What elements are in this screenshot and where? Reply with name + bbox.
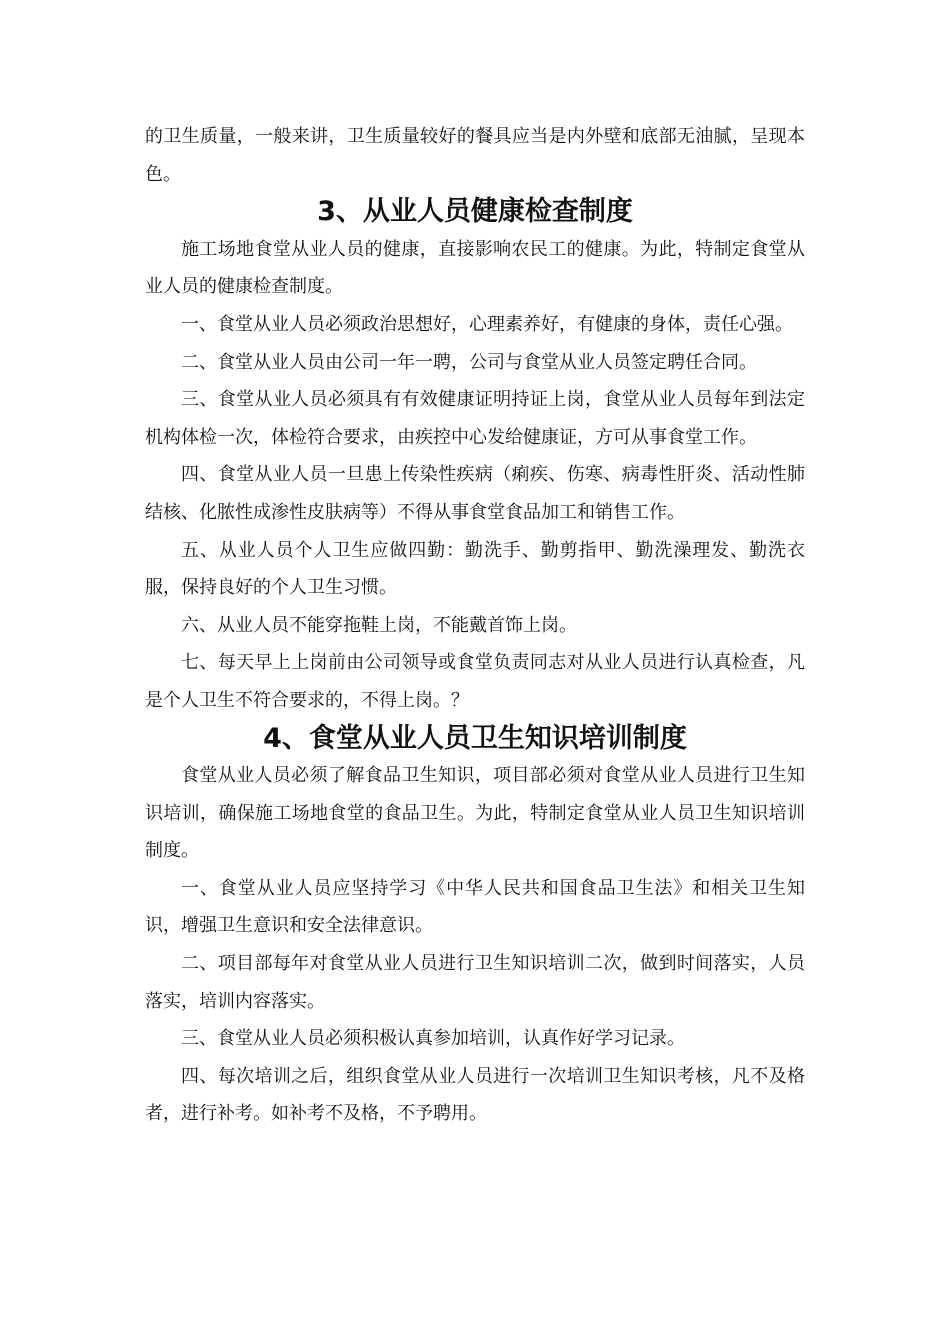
section-4-paragraph: 二、项目部每年对食堂从业人员进行卫生知识培训二次，做到时间落实，人员落实，培训内容落实。: [145, 953, 805, 1012]
section-3-paragraph: 四、食堂从业人员一旦患上传染性疾病（痢疾、伤寒、病毒性肝炎、活动性肺结核、化脓性成渗性皮肤病等）不得从事食堂食品加工和销售工作。: [145, 464, 805, 523]
section-3-paragraph: 五、从业人员个人卫生应做四勤：勤洗手、勤剪指甲、勤洗澡理发、勤洗衣服，保持良好的个人卫生习惯。: [145, 539, 805, 599]
continuation-paragraph: 的卫生质量，一般来讲，卫生质量较好的餐具应当是内外壁和底部无油腻，呈现本色。: [145, 126, 805, 185]
section-4-paragraph: 一、食堂从业人员应坚持学习《中华人民共和国食品卫生法》和相关卫生知识，增强卫生意识和安全法律意识。: [145, 877, 805, 937]
section-3-paragraph: 六、从业人员不能穿拖鞋上岗，不能戴首饰上岗。: [181, 614, 577, 636]
section-3-paragraph: 七、每天早上上岗前由公司领导或食堂负责同志对从业人员进行认真检查，凡是个人卫生不符合要求的，不得上岗。？: [145, 652, 805, 711]
section-3-paragraph: 一、食堂从业人员必须政治思想好，心理素养好，有健康的身体，责任心强。: [181, 313, 793, 335]
section-3-paragraph: 施工场地食堂从业人员的健康，直接影响农民工的健康。为此，特制定食堂从业人员的健康检查制度。: [145, 238, 805, 298]
section-4-heading: 4、食堂从业人员卫生知识培训制度: [263, 722, 687, 754]
section-3-paragraph: 三、食堂从业人员必须具有有效健康证明持证上岗，食堂从业人员每年到法定机构体检一次，体检符合要求，由疾控中心发给健康证，方可从事食堂工作。: [145, 389, 805, 448]
section-3-heading: 3、从业人员健康检查制度: [317, 196, 633, 228]
document-page: [145, 118, 805, 1133]
section-4-paragraph: 三、食堂从业人员必须积极认真参加培训，认真作好学习记录。: [181, 1028, 685, 1050]
section-4-paragraph: 食堂从业人员必须了解食品卫生知识，项目部必须对食堂从业人员进行卫生知识培训，确保施工场地食堂的食品卫生。为此，特制定食堂从业人员卫生知识培训制度。: [145, 765, 805, 862]
section-3-paragraph: 二、食堂从业人员由公司一年一聘，公司与食堂从业人员签定聘任合同。: [181, 351, 757, 373]
section-4-paragraph: 四、每次培训之后，组织食堂从业人员进行一次培训卫生知识考核，凡不及格者，进行补考。如补考不及格，不予聘用。: [145, 1065, 805, 1125]
